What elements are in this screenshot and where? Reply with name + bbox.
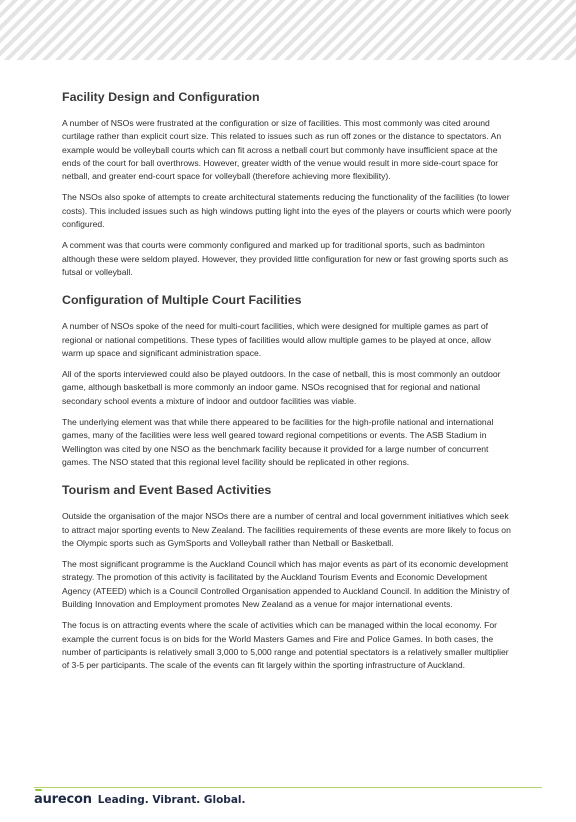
paragraph: All of the sports interviewed could also be played outdoors. In the case of netball, this is most commonly an outdoor game, although basketball is more commonly an indoor game. NSOs recognised that for regional and national secondary school events a mixture of indoor and outdoor facilities was viable. <box>62 369 501 406</box>
footer <box>34 792 246 807</box>
section-multiple-court <box>62 291 514 469</box>
section-heading: Facility Design and Configuration <box>62 90 260 104</box>
document-body <box>62 88 514 681</box>
footer-tagline: Leading. Vibrant. Global. <box>97 794 246 806</box>
paragraph: The most significant programme is the Auckland Council which has major events as part of its economic development strategy. The promotion of this activity is facilitated by the Auckland Tourism Events and Economic Development Agency (ATEED) which is a Council Controlled Organisation appended to Auckland Council. In addition the Ministry of Building Innovation and Employment promotes New Zealand as a venue for major international events. <box>62 559 510 610</box>
section-facility-design <box>62 88 514 279</box>
section-heading: Tourism and Event Based Activities <box>62 483 272 498</box>
section-heading: Configuration of Multiple Court Facilities <box>62 293 302 308</box>
paragraph: A comment was that courts were commonly configured and marked up for traditional sports, such as badminton although these were seldom played. However, they provided little configuration for new or fast growing sports such as futsal or volleyball. <box>62 240 509 277</box>
paragraph: A number of NSOs spoke of the need for multi-court facilities, which were designed for multiple games as part of regional or national competitions. These types of facilities would allow multiple games to be played at once, allow warm up space and significant administration space. <box>62 321 491 358</box>
paragraph: The NSOs also spoke of attempts to create architectural statements reducing the functionality of the facilities (to lower costs). This included issues such as high windows putting light into the eyes of the players or courts which were poorly configured. <box>62 192 512 230</box>
paragraph: Outside the organisation of the major NSOs there are a number of central and local government initiatives which seek to attract major sporting events to New Zealand. The facilities requirements of these events are more likely to focus on the Olympic sports such as GymSports and Volleyball rather than Netball or Basketball. <box>62 511 511 548</box>
paragraph: A number of NSOs were frustrated at the configuration or size of facilities. This most commonly was cited around curtilage rather than explicit court size. This related to issues such as run off zones or the distance to spectators. An example would be volleyball courts which can fit across a netball court but commonly have insufficient space at the ends of the court for ball overthrows. However, greater width of the venue would result in more side-court space for netball, and greater end-court space for volleyball (therefore achieving more flexibility). <box>62 118 502 182</box>
header-hatch-band <box>0 0 576 60</box>
logo-accent-letter: a <box>34 792 43 807</box>
paragraph: The underlying element was that while there appeared to be facilities for the high-profile national and international games, many of the facilities were less well geared toward regional competitions or events. The ASB Stadium in Wellington was cited by one NSO as the benchmark facility because it provided for a large number of concurrent games. The NSO stated that this regional level facility should be replicated in other regions. <box>62 417 494 467</box>
paragraph: The focus is on attracting events where the scale of activities which can be managed within the local economy. For example the current focus is on bids for the World Masters Games and Fire and Police Games. In both cases, the number of participants is relatively small 3,000 to 5,000 range and potential spectators is a relatively smaller multiplier of 3-5 per participants. The scale of the events can fit largely within the sporting infrastructure of Auckland. <box>62 620 509 671</box>
section-tourism-events <box>62 481 514 672</box>
logo-wordmark: urecon <box>42 792 92 807</box>
footer-divider <box>34 787 542 788</box>
aurecon-logo <box>34 792 92 807</box>
